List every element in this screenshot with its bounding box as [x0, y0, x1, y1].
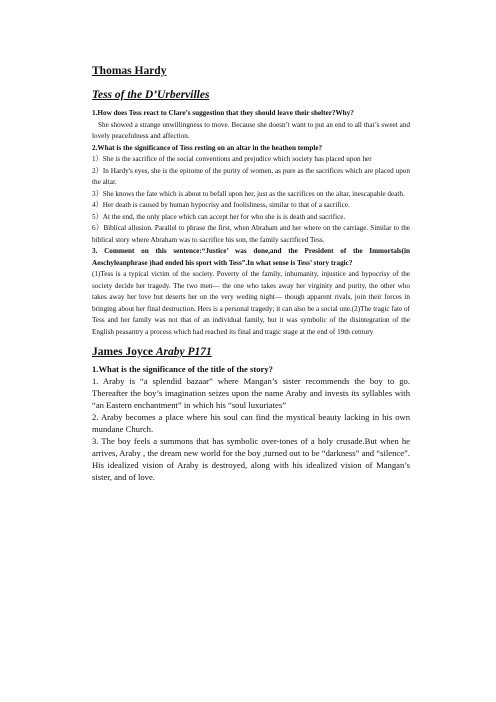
- answer-araby-item: 2. Araby becomes a place where his soul can find the mystical beauty lacking in his own mundane Church.: [92, 412, 410, 434]
- question-3: 3. Comment on this sentence:“Justice’ was done,and the President of the Immortals(in Aeschyleanphrase )had ended his sport with Tess”.In what sense is Tess’ story tragic?: [92, 247, 410, 267]
- answer-2-item: 6）Biblical allusion. Parallel to phrase the first, when Abraham and her where on the carriage. Similar to the biblical story where Abraham was to sacrifice his son, the family sacrificed Tess.: [92, 224, 410, 244]
- answer-1: She showed a strange unwillingness to move. Because she doesn’t want to put an end to all that’s sweet and lovely peacefulness and affection.: [92, 120, 410, 140]
- book-title-araby: Araby P171: [155, 346, 212, 358]
- book-title-tess: Tess of the D’Urbervilles: [92, 89, 210, 101]
- question-2: 2.What is the significance of Tess resting on an altar in the heathen temple?: [92, 143, 323, 152]
- answer-2-item: 3）She knows the fate which is about to befall upon her, just as the sacrifices on the altar, inescapable death.: [92, 189, 405, 198]
- author-heading-hardy: Thomas Hardy: [92, 65, 167, 77]
- author-heading-joyce: [92, 345, 410, 359]
- document-body: [92, 64, 410, 483]
- answer-araby-item: 1. Araby is “a splendid bazaar” where Mangan’s sister recommends the boy to go. Thereafter the boy’s imagination seizes upon the name Araby and invests its syllables with “an Eastern enchantment” in which his “soul luxuriates”: [92, 376, 410, 410]
- answer-araby-item: 3. The boy feels a summons that has symbolic over-tones of a holy crusade.But when he arrives, Araby , the dream new world for the boy ,turned out to be “darkness” and “silence”. His idealized vision of Araby is destroyed, along with his idealized vision of Mangan’s sister, and of love.: [92, 436, 410, 482]
- question-1: 1.How does Tess react to Clare’s suggestion that they should leave their shelter?Why?: [92, 109, 354, 117]
- author-name-joyce: James Joyce: [92, 346, 153, 358]
- answer-2-item: 5）At the end, the only place which can accept her for who she is is death and sacrifice.: [92, 212, 346, 221]
- answer-2-item: 2）In Hardy's eyes, she is the epitome of the purity of women, as pure as the sacrifices which are placed upon the altar.: [92, 166, 410, 186]
- answer-2-item: 1）She is the sacrifice of the social conventions and prejudice which society has placed upon her: [92, 155, 372, 163]
- answer-3: (1)Tess is a typical victim of the society. Poverty of the family, inhumanity, injustice and hypocrisy of the society decide her tragedy. The two men— the one who takes away her virginity and purity, the other who takes away her love but deserts her on the very weding night— though apparent rivals, join their forces in bringing about her final destruction. Hers is a personal tragedy; it can also be a social one.(2)The tragic fate of Tess and her family was not that of an individual family, but it was symbolic of the disintegration of the English peasantry a process which had reached its final and tragic stage at the end of 19th century: [92, 270, 410, 336]
- answer-2-item: 4）Her death is caused by human hypocrisy and foolishness, similar to that of a sacrifice.: [92, 201, 350, 209]
- question-araby-1: 1.What is the significance of the title of the story?: [92, 364, 273, 374]
